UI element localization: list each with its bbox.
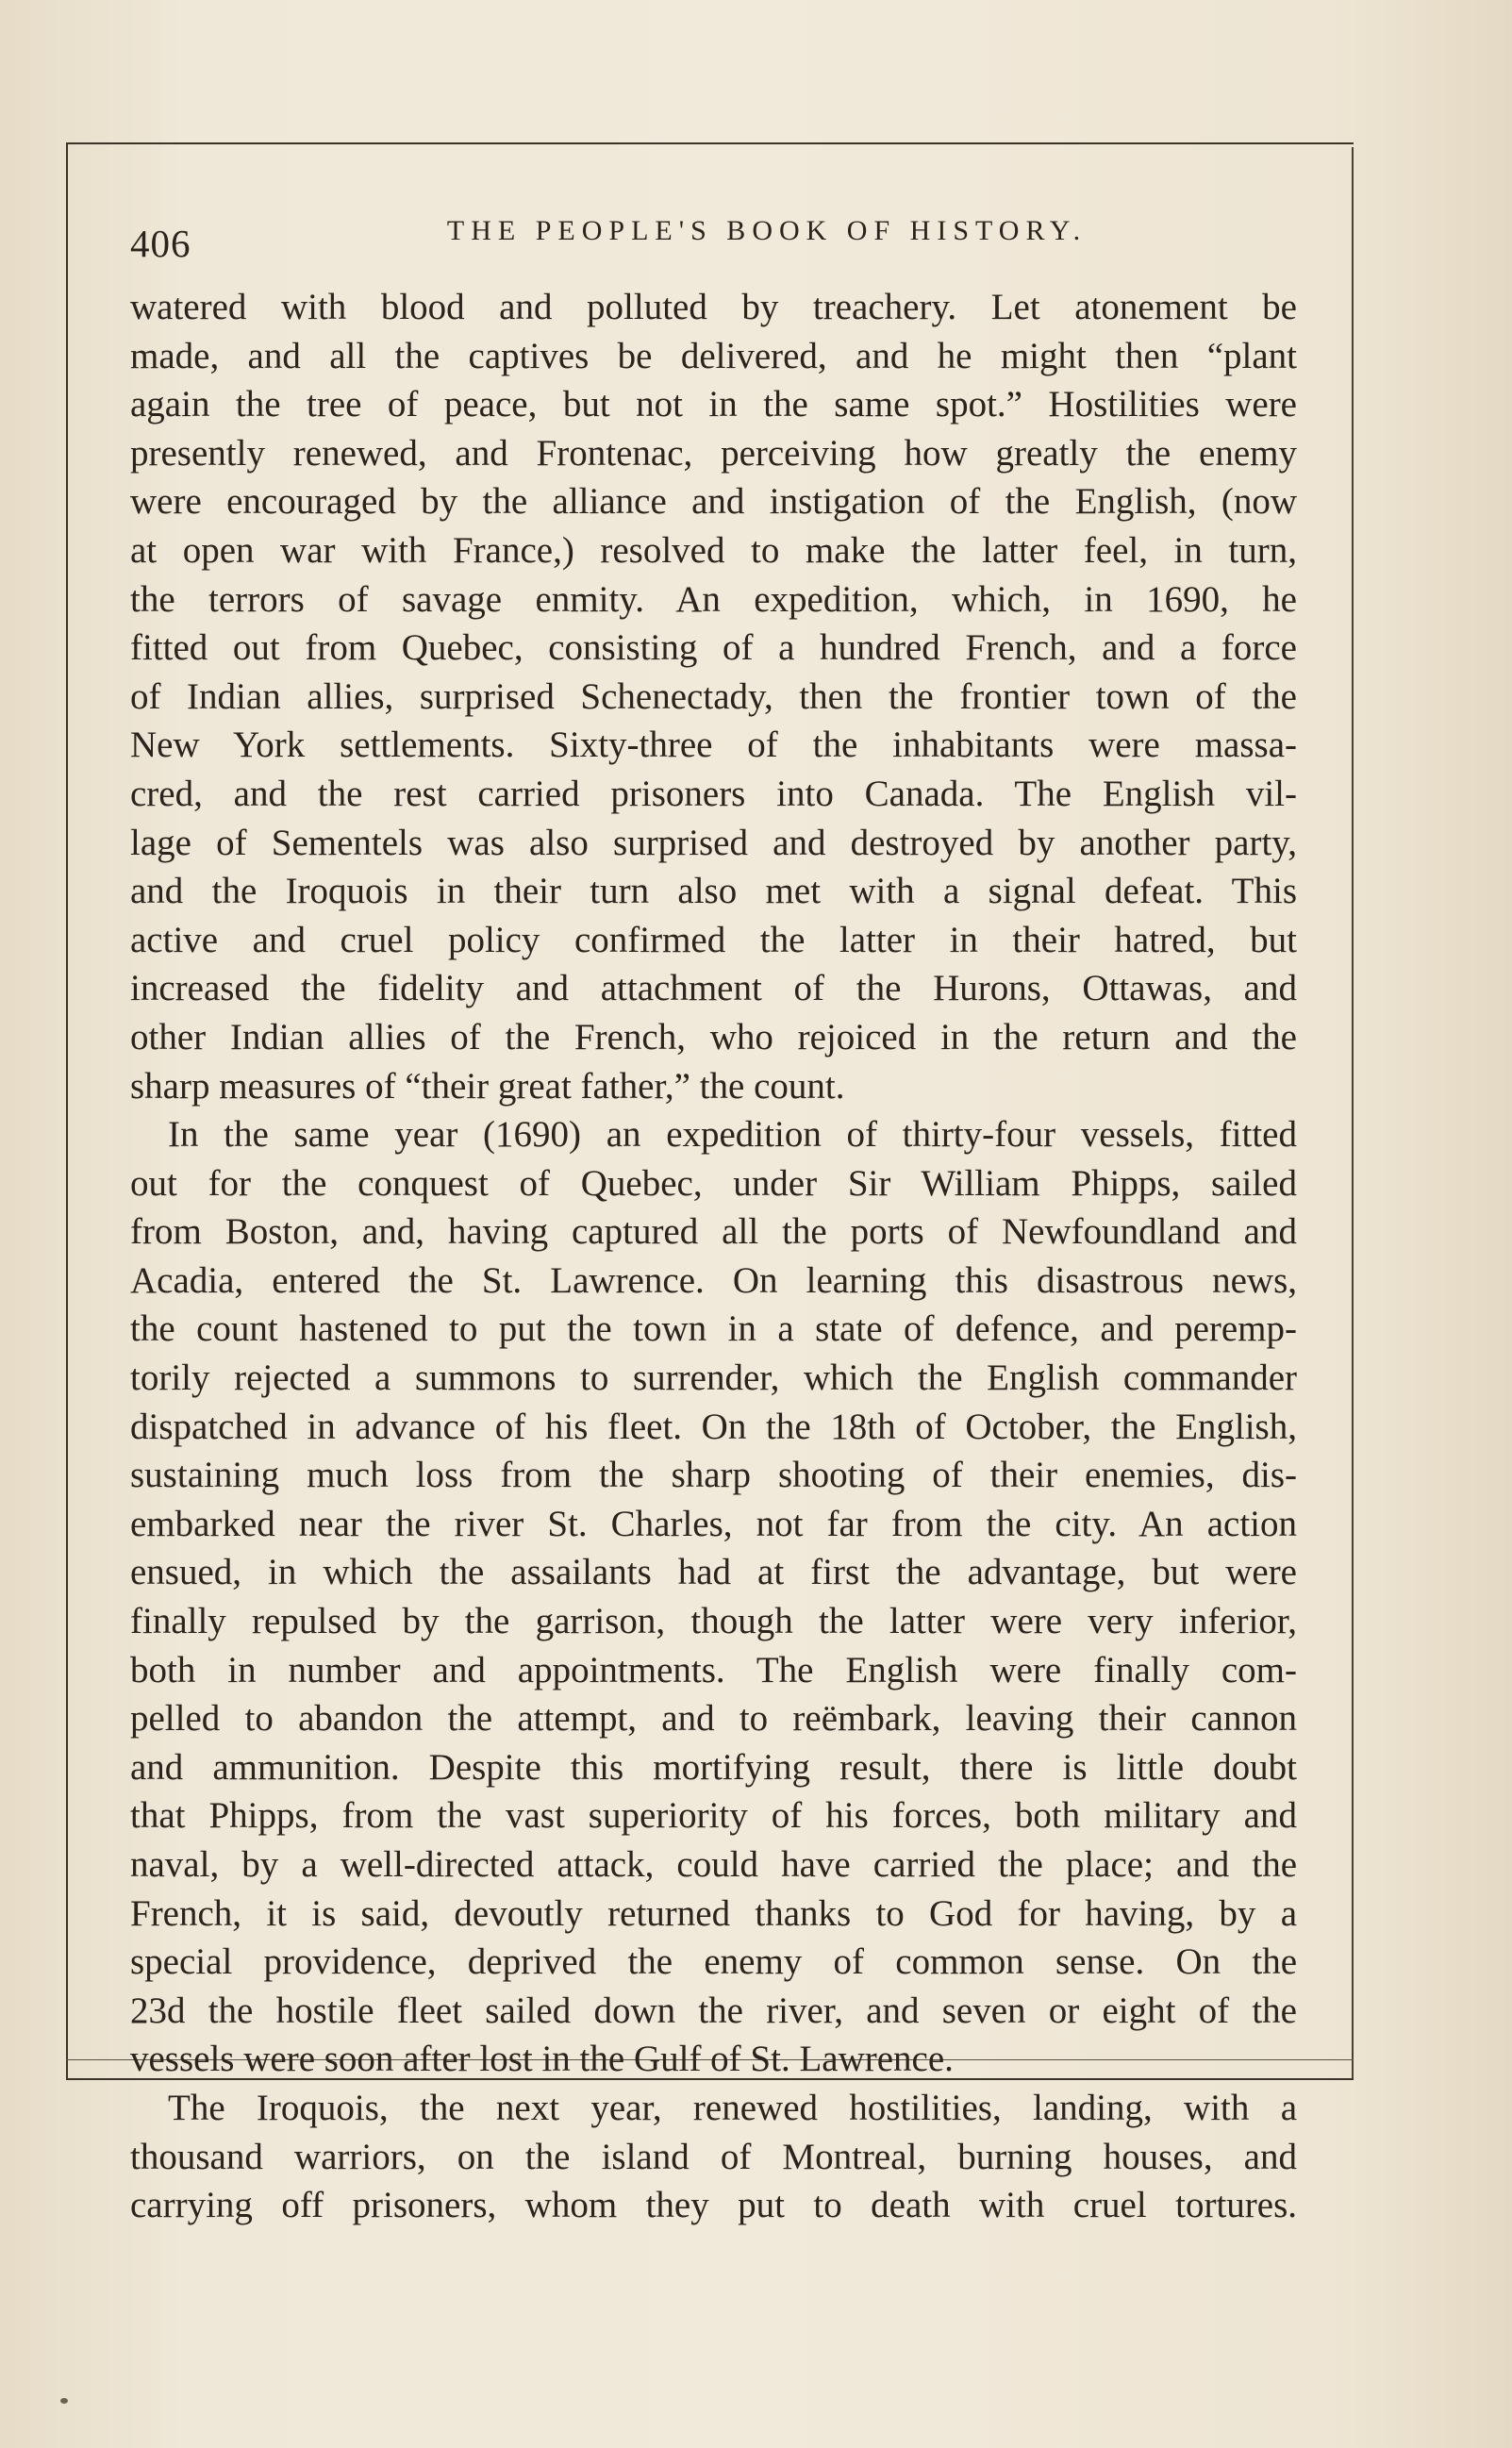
frame-top-rule <box>66 142 1354 144</box>
frame-right-rule <box>1352 147 1354 2079</box>
frame-left-rule <box>66 142 68 2078</box>
text-line: of Indian allies, surprised Schenectady, then the frontier town of the <box>130 675 1297 717</box>
text-line: that Phipps, from the vast superiority of his forces, both military and <box>130 1795 1297 1837</box>
text-line: In the same year (1690) an expedition of thirty-four vessels, fitted <box>168 1114 1297 1156</box>
text-line: at open war with France,) resolved to make the latter feel, in turn, <box>130 529 1297 571</box>
text-line: sustaining much loss from the sharp shooting of their enemies, dis- <box>130 1455 1297 1496</box>
text-line: presently renewed, and Frontenac, perceiving how greatly the enemy <box>130 432 1297 474</box>
text-line: torily rejected a summons to surrender, which the English commander <box>130 1357 1297 1399</box>
text-line: carrying off prisoners, whom they put to death with cruel tortures. <box>130 2185 1297 2226</box>
text-line: again the tree of peace, but not in the same spot.” Hostilities were <box>130 384 1297 425</box>
text-line: lage of Sementels was also surprised and destroyed by another party, <box>130 822 1297 863</box>
text-line: and ammunition. Despite this mortifying result, there is little doubt <box>130 1746 1297 1788</box>
ink-speck <box>60 2398 68 2404</box>
text-line: French, it is said, devoutly returned thanks to God for having, by a <box>130 1892 1297 1934</box>
text-line: both in number and appointments. The English were finally com- <box>130 1649 1297 1690</box>
text-line: special providence, deprived the enemy of common sense. On the <box>130 1941 1297 1983</box>
text-line: the count hastened to put the town in a state of defence, and peremp- <box>130 1308 1297 1350</box>
text-line: finally repulsed by the garrison, though the latter were very inferior, <box>130 1601 1297 1642</box>
running-title: THE PEOPLE'S BOOK OF HISTORY. <box>446 215 1088 246</box>
text-line: the terrors of savage enmity. An expedition, which, in 1690, he <box>130 578 1297 620</box>
text-line: embarked near the river St. Charles, not far from the city. An action <box>130 1503 1297 1544</box>
text-line: Acadia, entered the St. Lawrence. On learning this disastrous news, <box>130 1259 1297 1301</box>
text-line: out for the conquest of Quebec, under Sir William Phipps, sailed <box>130 1162 1297 1204</box>
paragraph-2 <box>130 1110 1297 2084</box>
text-line: other Indian allies of the French, who rejoiced in the return and the <box>130 1016 1297 1057</box>
paragraph-3 <box>130 2084 1297 2230</box>
text-line: vessels were soon after lost in the Gulf of St. Lawrence. <box>130 2039 954 2080</box>
text-line: sharp measures of “their great father,” the count. <box>130 1065 845 1107</box>
text-line: thousand warriors, on the island of Montreal, burning houses, and <box>130 2136 1297 2177</box>
body-text <box>130 283 1297 2230</box>
text-line: ensued, in which the assailants had at first the advantage, but were <box>130 1552 1297 1593</box>
text-line: naval, by a well-directed attack, could have carried the place; and the <box>130 1844 1297 1885</box>
text-line: watered with blood and polluted by treachery. Let atonement be <box>130 287 1297 327</box>
text-line: were encouraged by the alliance and instigation of the English, (now <box>130 481 1297 523</box>
paragraph-1 <box>130 283 1297 1110</box>
text-line: active and cruel policy confirmed the latter in their hatred, but <box>130 919 1297 960</box>
text-line: dispatched in advance of his fleet. On the 18th of October, the English, <box>130 1406 1297 1447</box>
text-line: New York settlements. Sixty-three of the inhabitants were massa- <box>130 724 1297 766</box>
text-line: pelled to abandon the attempt, and to reëmbark, leaving their cannon <box>130 1698 1297 1740</box>
page-header <box>130 208 1300 264</box>
text-line: made, and all the captives be delivered, and he might then “plant <box>130 335 1297 376</box>
text-line: The Iroquois, the next year, renewed hostilities, landing, with a <box>168 2087 1297 2128</box>
text-line: fitted out from Quebec, consisting of a hundred French, and a force <box>130 627 1297 669</box>
text-line: increased the fidelity and attachment of the Hurons, Ottawas, and <box>130 968 1297 1009</box>
text-line: and the Iroquois in their turn also met with a signal defeat. This <box>130 871 1297 912</box>
text-line: cred, and the rest carried prisoners into Canada. The English vil- <box>130 773 1297 814</box>
page-number: 406 <box>130 222 191 265</box>
text-line: from Boston, and, having captured all the ports of Newfoundland and <box>130 1211 1297 1253</box>
text-line: 23d the hostile fleet sailed down the river, and seven or eight of the <box>130 1990 1297 2031</box>
